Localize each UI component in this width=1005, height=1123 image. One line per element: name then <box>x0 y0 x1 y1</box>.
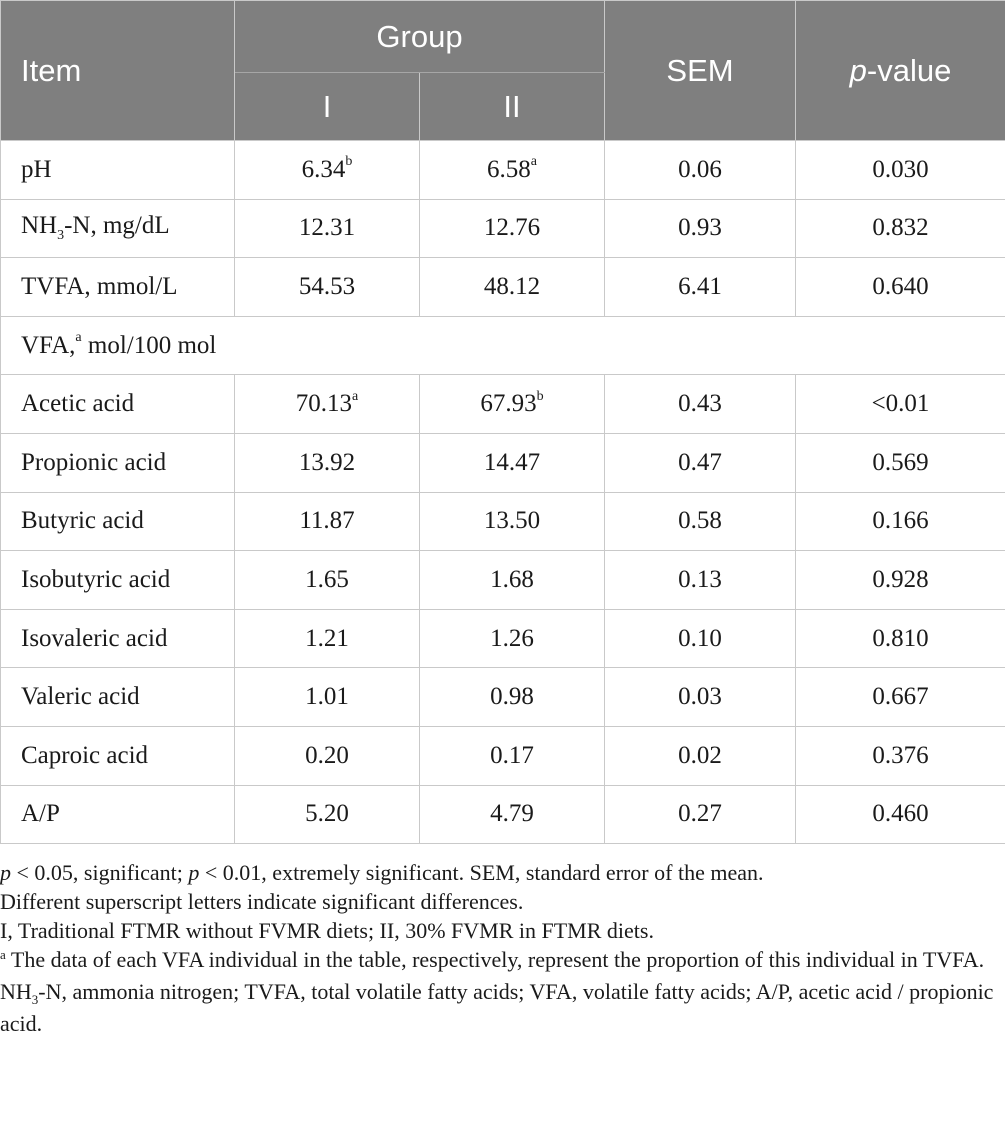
row-label <box>1 199 235 258</box>
row-label: Acetic acid <box>1 375 235 434</box>
cell-p-value: 0.569 <box>796 433 1005 492</box>
header-sem: SEM <box>605 1 796 141</box>
table-row-propionic <box>1 433 1005 492</box>
cell-p-value: 0.928 <box>796 551 1005 610</box>
section-heading-vfa <box>1 316 1005 375</box>
cell-sem: 0.58 <box>605 492 796 551</box>
header-p-value <box>796 1 1005 141</box>
row-label: TVFA, mmol/L <box>1 258 235 317</box>
cell-group-1: 0.20 <box>235 726 420 785</box>
superscript: a <box>352 388 359 404</box>
superscript: a <box>75 330 82 346</box>
cell-group-2 <box>420 141 605 200</box>
header-item: Item <box>1 1 235 141</box>
cell-p-value: 0.166 <box>796 492 1005 551</box>
header-group-1: I <box>235 73 420 141</box>
footnote-significance <box>0 858 1000 887</box>
table-row-valeric <box>1 668 1005 727</box>
superscript: b <box>345 154 353 170</box>
footnote-text: -N, ammonia nitrogen; TVFA, total volatile fatty acids; VFA, volatile fatty acids; A/P, acetic acid / propionic acid. <box>0 979 994 1036</box>
header-group-2: II <box>420 73 605 141</box>
footnote-abbreviations <box>0 977 1000 1038</box>
value: 67.93 <box>480 390 537 418</box>
cell-group-2: 14.47 <box>420 433 605 492</box>
value: 70.13 <box>295 390 353 418</box>
cell-sem: 6.41 <box>605 258 796 317</box>
cell-group-2: 48.12 <box>420 258 605 317</box>
cell-p-value: 0.832 <box>796 199 1005 258</box>
row-label: Isobutyric acid <box>1 551 235 610</box>
header-p-italic: p <box>849 52 867 88</box>
row-label: Isovaleric acid <box>1 609 235 668</box>
cell-group-1: 1.65 <box>235 551 420 610</box>
cell-sem: 0.13 <box>605 551 796 610</box>
cell-group-2: 1.68 <box>420 551 605 610</box>
footnote-marker: a <box>0 947 6 962</box>
row-label: Caproic acid <box>1 726 235 785</box>
cell-sem: 0.47 <box>605 433 796 492</box>
cell-group-1: 5.20 <box>235 785 420 844</box>
value: 6.58 <box>487 155 531 183</box>
header-row-1 <box>1 1 1005 73</box>
cell-group-2: 4.79 <box>420 785 605 844</box>
cell-group-2: 0.98 <box>420 668 605 727</box>
table-row-vfa-section <box>1 316 1005 375</box>
table-row-isobutyric <box>1 551 1005 610</box>
table-footnotes <box>0 858 1000 1038</box>
row-label: A/P <box>1 785 235 844</box>
section-pre: VFA, <box>21 331 76 359</box>
table-row-caproic <box>1 726 1005 785</box>
table-row-ap <box>1 785 1005 844</box>
footnote-text: NH <box>0 979 32 1004</box>
p-italic: p <box>188 860 200 885</box>
footnote-vfa <box>0 945 1000 977</box>
row-label: Valeric acid <box>1 668 235 727</box>
cell-p-value: 0.460 <box>796 785 1005 844</box>
cell-sem: 0.06 <box>605 141 796 200</box>
superscript: a <box>530 154 537 170</box>
cell-sem: 0.27 <box>605 785 796 844</box>
cell-sem: 0.10 <box>605 609 796 668</box>
footnote-text: The data of each VFA individual in the table, respectively, represent the proportion of this individual in TVFA. <box>5 947 985 972</box>
cell-group-1: 54.53 <box>235 258 420 317</box>
cell-group-2: 1.26 <box>420 609 605 668</box>
cell-p-value: 0.376 <box>796 726 1005 785</box>
cell-p-value: 0.667 <box>796 668 1005 727</box>
table-row-tvfa <box>1 258 1005 317</box>
footnote-text: < 0.01, extremely significant. SEM, standard error of the mean. <box>199 860 764 885</box>
cell-group-1: 12.31 <box>235 199 420 258</box>
row-label: Butyric acid <box>1 492 235 551</box>
table-row-ph <box>1 141 1005 200</box>
footnote-superscripts: Different superscript letters indicate significant differences. <box>0 889 524 914</box>
superscript: b <box>536 388 544 404</box>
subscript: 3 <box>57 228 65 244</box>
table-row-butyric <box>1 492 1005 551</box>
table-row-acetic <box>1 375 1005 434</box>
header-group: Group <box>235 1 605 73</box>
cell-group-2: 13.50 <box>420 492 605 551</box>
table-row-isovaleric <box>1 609 1005 668</box>
footnote-text: < 0.05, significant; <box>11 860 189 885</box>
p-italic: p <box>0 860 11 885</box>
header-p-rest: -value <box>866 52 952 88</box>
cell-group-2: 12.76 <box>420 199 605 258</box>
cell-p-value: 0.030 <box>796 141 1005 200</box>
cell-group-1 <box>235 141 420 200</box>
cell-sem: 0.02 <box>605 726 796 785</box>
cell-p-value: <0.01 <box>796 375 1005 434</box>
footnote-groups: I, Traditional FTMR without FVMR diets; II, 30% FVMR in FTMR diets. <box>0 918 654 943</box>
label-post: -N, mg/dL <box>64 212 170 240</box>
cell-group-1: 13.92 <box>235 433 420 492</box>
cell-group-1 <box>235 375 420 434</box>
cell-p-value: 0.640 <box>796 258 1005 317</box>
table-row-nh3n <box>1 199 1005 258</box>
row-label: Propionic acid <box>1 433 235 492</box>
cell-group-2 <box>420 375 605 434</box>
cell-group-1: 1.01 <box>235 668 420 727</box>
value: 6.34 <box>301 155 346 183</box>
subscript: 3 <box>31 992 39 1007</box>
section-post: mol/100 mol <box>81 331 217 359</box>
cell-group-1: 11.87 <box>235 492 420 551</box>
cell-sem: 0.03 <box>605 668 796 727</box>
cell-group-2: 0.17 <box>420 726 605 785</box>
cell-sem: 0.93 <box>605 199 796 258</box>
cell-sem: 0.43 <box>605 375 796 434</box>
cell-p-value: 0.810 <box>796 609 1005 668</box>
label-pre: NH <box>21 212 58 240</box>
cell-group-1: 1.21 <box>235 609 420 668</box>
row-label: pH <box>1 141 235 200</box>
